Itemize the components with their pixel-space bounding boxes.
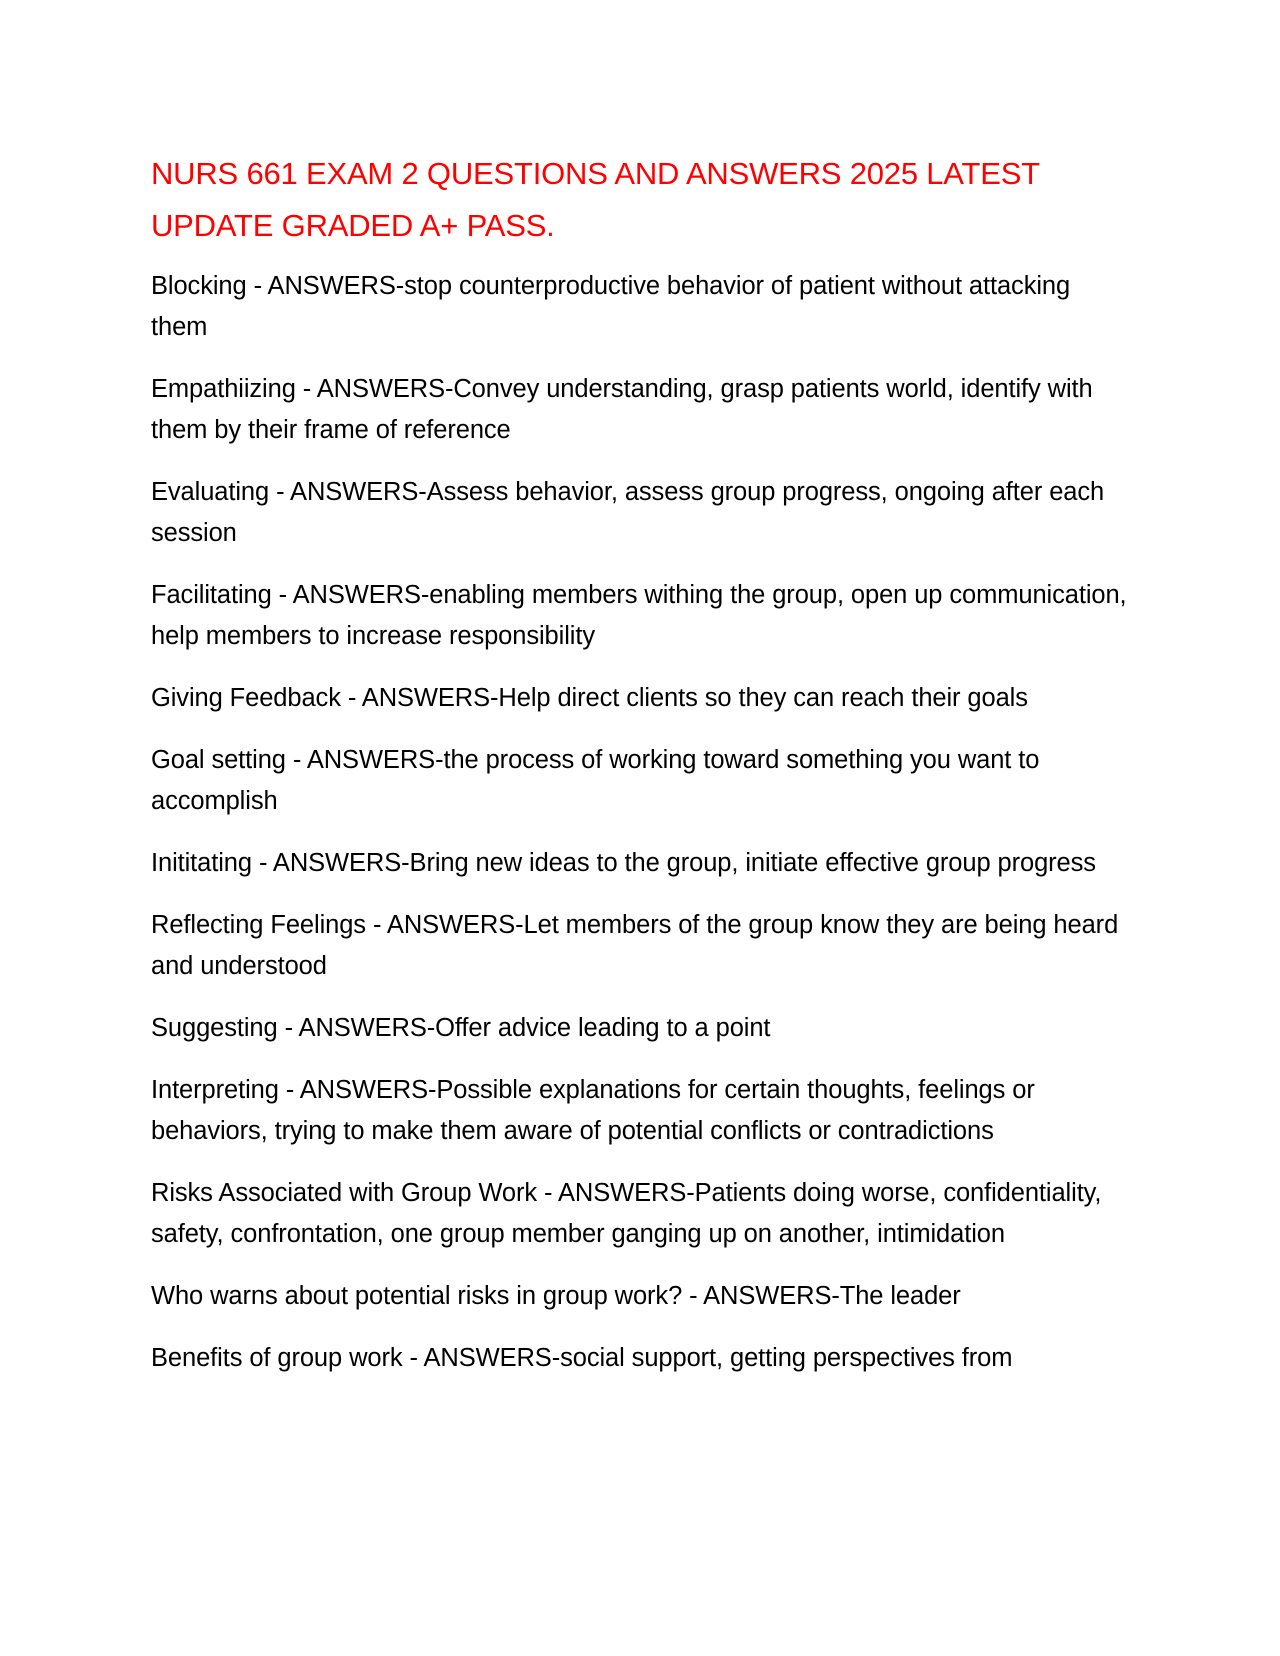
qa-entry-who-warns: Who warns about potential risks in group work? - ANSWERS-The leader (151, 1282, 961, 1310)
qa-entry-initiating: Inititating - ANSWERS-Bring new ideas to the group, initiate effective group progress (151, 849, 1096, 877)
qa-entry-facilitating: Facilitating - ANSWERS-enabling members withing the group, open up communication, help members to increase responsibility (151, 581, 1127, 650)
document-content (151, 148, 1131, 1400)
qa-entry-giving-feedback: Giving Feedback - ANSWERS-Help direct clients so they can reach their goals (151, 684, 1028, 712)
document-title: NURS 661 EXAM 2 QUESTIONS AND ANSWERS 2025 LATEST UPDATE GRADED A+ PASS. (151, 156, 1040, 243)
qa-entry-risks-group-work: Risks Associated with Group Work - ANSWERS-Patients doing worse, confidentiality, safety, confrontation, one group member ganging up on another, intimidation (151, 1179, 1102, 1248)
qa-entry-benefits-group-work: Benefits of group work - ANSWERS-social support, getting perspectives from (151, 1344, 1013, 1372)
qa-entry-suggesting: Suggesting - ANSWERS-Offer advice leading to a point (151, 1014, 771, 1042)
qa-entry-reflecting-feelings: Reflecting Feelings - ANSWERS-Let members of the group know they are being heard and understood (151, 911, 1119, 980)
qa-entry-goal-setting: Goal setting - ANSWERS-the process of working toward something you want to accomplish (151, 746, 1040, 815)
qa-entry-evaluating: Evaluating - ANSWERS-Assess behavior, assess group progress, ongoing after each session (151, 478, 1105, 547)
qa-entry-empathizing: Empathiizing - ANSWERS-Convey understanding, grasp patients world, identify with them by their frame of reference (151, 375, 1093, 444)
qa-entry-blocking: Blocking - ANSWERS-stop counterproductive behavior of patient without attacking them (151, 272, 1071, 341)
qa-entry-interpreting: Interpreting - ANSWERS-Possible explanations for certain thoughts, feelings or behaviors, trying to make them aware of potential conflicts or contradictions (151, 1076, 1035, 1145)
